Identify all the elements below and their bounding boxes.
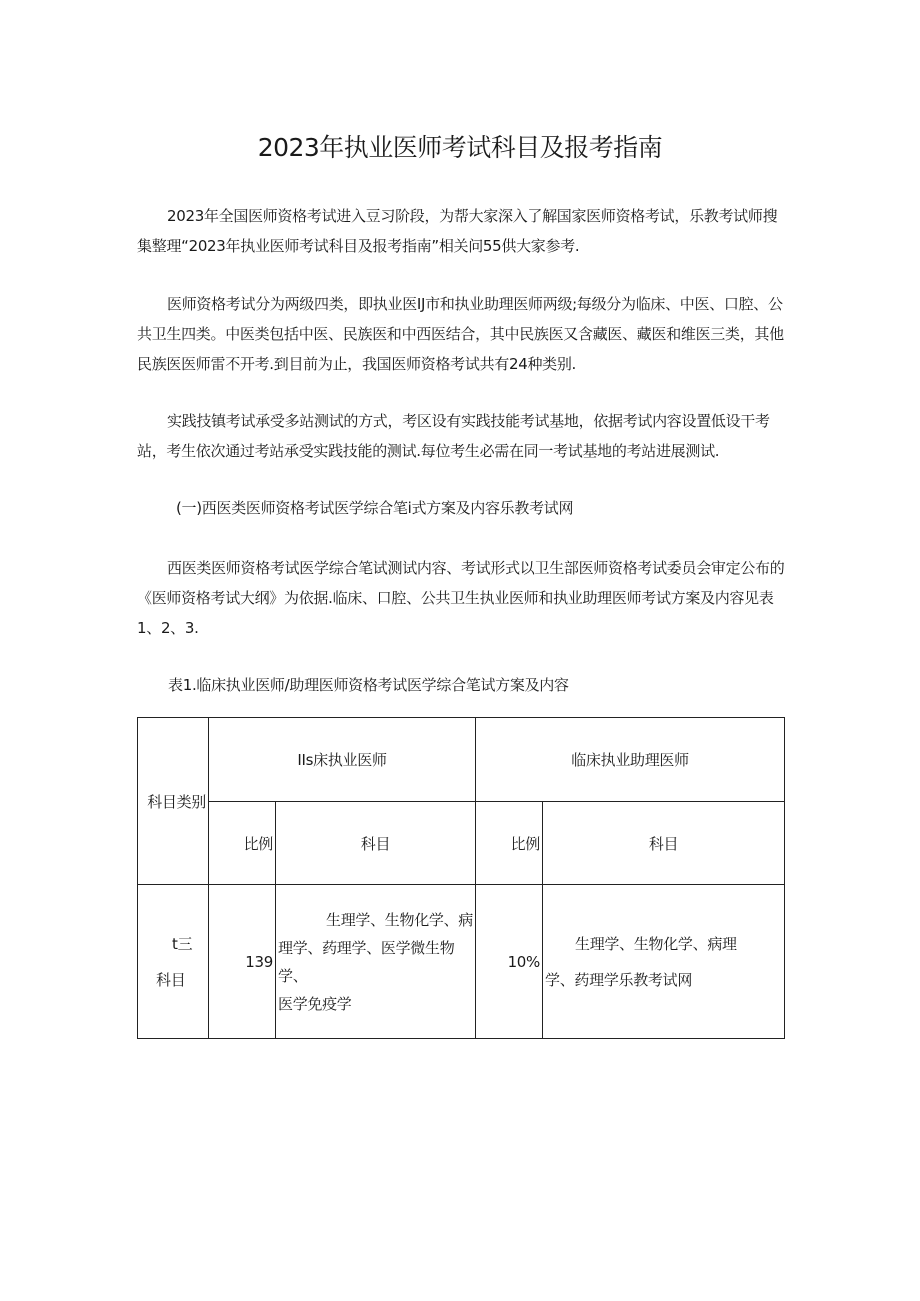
group1-header-cell: [209, 718, 476, 802]
group2-subject-header: 科目: [648, 834, 679, 853]
group1-subjects-cell: [276, 885, 476, 1039]
table-caption: 表1.临床执业医师/助理医师资格考试医学综合笔试方案及内容: [168, 676, 569, 694]
group2-subjects-line-2: 学、药理学乐教考试网: [545, 970, 693, 989]
practical-skills-paragraph: 实践技镇考试承受多站测试的方式，考区设有实践技能考试基地，依据考试内容设置低设干考站，考生依次通过考站承受实践技能的测试.每位考生必需在同一考试基地的考站进展测试.: [137, 412, 770, 460]
document-title: 2023年执业医师考试科目及报考指南: [257, 133, 663, 162]
group2-ratio-header-cell: [476, 802, 543, 885]
group2-ratio-header: 比例: [510, 834, 541, 853]
group1-subject-header: 科目: [360, 834, 391, 853]
group2-subjects-cell: [543, 885, 785, 1039]
intro-paragraph: 2023年全国医师资格考试进入豆习阶段，为帮大家深入了解国家医师资格考试，乐教考试师搜集整理“2023年执业医师考试科目及报考指南”相关问55供大家参考.: [137, 207, 778, 255]
group2-header: 临床执业助理医师: [571, 751, 689, 769]
category-header-cell: [138, 718, 209, 885]
table-subheader-row: [138, 802, 785, 885]
group1-subjects-line-3: 医学免疫学: [278, 994, 352, 1013]
exam-structure-paragraph: 医师资格考试分为两级四类，即执业医IJ市和执业助理医师两级;每级分为临床、中医、口腔、公共卫生四类。中医类包括中医、民族医和中西医结合，其中民族医又含藏医、藏医和维医三类，其他民族医医师雷不开考.到目前为止，我国医师资格考试共有24种类别.: [137, 295, 784, 373]
category-cell: [138, 885, 209, 1039]
group2-subjects-line-1: 生理学、生物化学、病理: [575, 934, 737, 953]
exam-subject-table: [137, 717, 785, 1039]
section-heading: (一)西医类医师资格考试医学综合笔i式方案及内容乐教考试网: [176, 499, 574, 517]
table-row: [138, 885, 785, 1039]
group2-subject-header-cell: [543, 802, 785, 885]
table-header-row: [138, 718, 785, 802]
group1-ratio-cell: [209, 885, 276, 1039]
group2-ratio: 10%: [507, 952, 541, 971]
section-paragraph: 西医类医师资格考试医学综合笔试测试内容、考试形式以卫生部医师资格考试委员会审定公布的《医师资格考试大纲》为依据.临床、口腔、公共卫生执业医师和执业助理医师考试方案及内容见表1、2、3.: [137, 559, 785, 637]
group2-ratio-cell: [476, 885, 543, 1039]
group1-ratio-header-cell: [209, 802, 276, 885]
group1-ratio: 139: [245, 952, 273, 971]
group1-subjects-line-2: 理学、药理学、医学微生物学、: [278, 938, 455, 985]
category-line-2: 科目: [156, 970, 186, 989]
group1-header: IIs床执业医师: [297, 751, 387, 769]
category-line-1: t三: [172, 934, 193, 953]
group1-ratio-header: 比例: [243, 834, 273, 853]
group1-subjects-line-1: 生理学、生物化学、病: [326, 910, 474, 929]
group1-subject-header-cell: [276, 802, 476, 885]
category-header: 科目类别: [147, 792, 206, 811]
group2-header-cell: [476, 718, 785, 802]
